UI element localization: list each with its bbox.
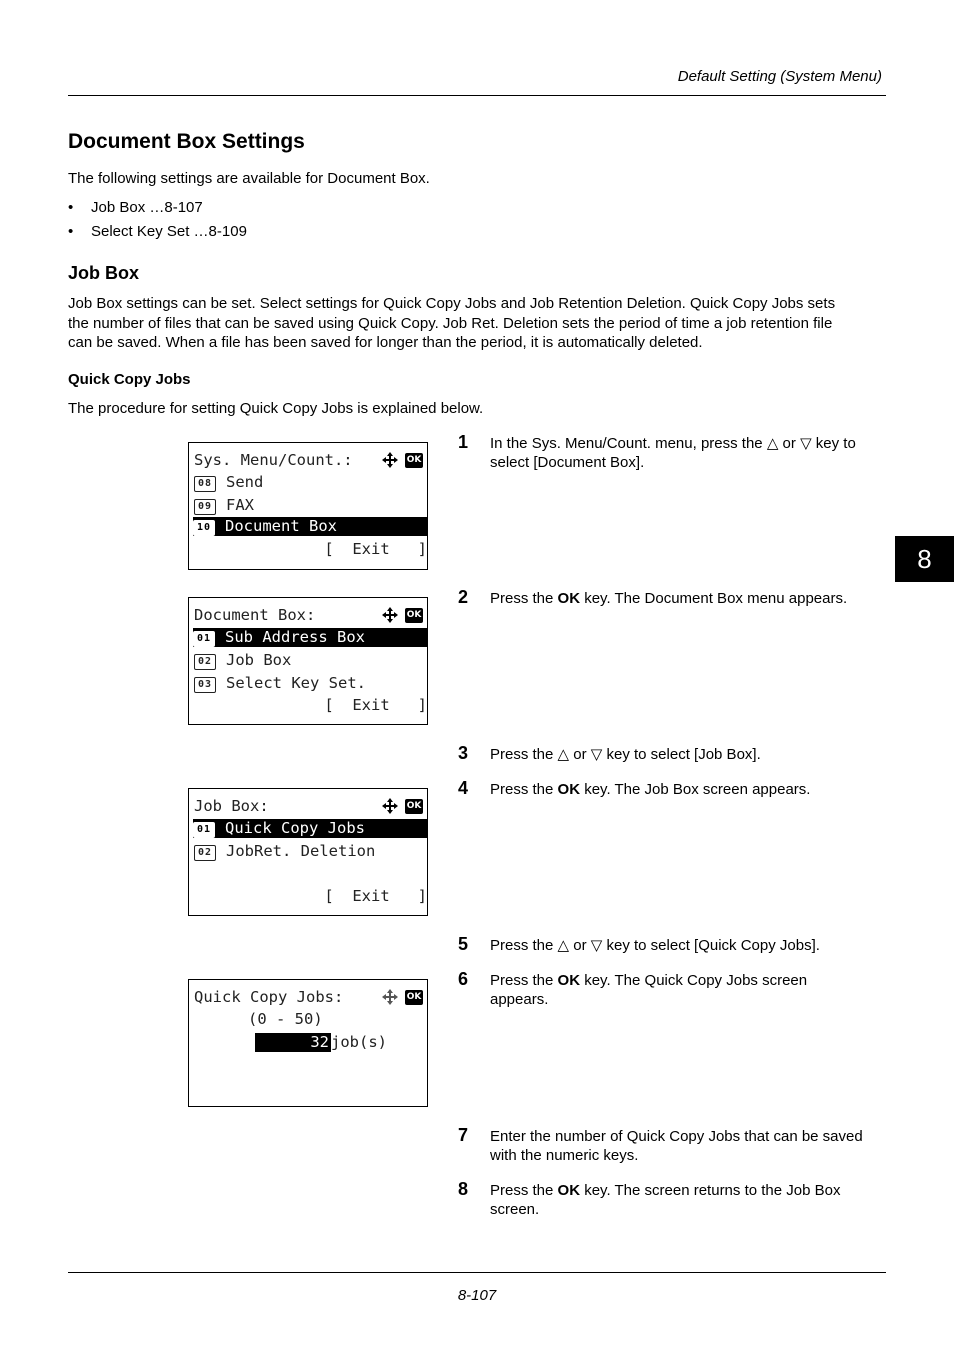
value-row [255, 1033, 427, 1052]
menu-item-label: Document Box [225, 517, 337, 535]
bullet-dot: • [68, 199, 74, 216]
step-text [490, 780, 886, 799]
section-title: Document Box Settings [68, 130, 305, 153]
step-text [490, 589, 886, 608]
arrow-keys-icon [381, 797, 399, 815]
ok-key-icon: OK [405, 799, 423, 814]
step-text-part: with the numeric keys. [490, 1147, 639, 1164]
item-number-icon: 01 [193, 631, 215, 647]
item-number-icon: 01 [193, 822, 215, 838]
lcd-screen-document-box [188, 597, 428, 725]
lcd-title: Quick Copy Jobs: [194, 988, 344, 1006]
step-text-part: In the Sys. Menu/Count. menu, press the [490, 435, 763, 452]
step-text-part: Press the [490, 781, 554, 798]
step-text-part: appears. [490, 991, 549, 1008]
bullet-item [68, 198, 203, 218]
footer-rule [68, 1272, 886, 1273]
procedure-intro: The procedure for setting Quick Copy Jobs is explained below. [68, 400, 484, 417]
arrow-keys-icon [381, 988, 399, 1006]
step-number: 5 [458, 934, 469, 954]
lcd-screen-job-box [188, 788, 428, 916]
item-number-icon: 03 [194, 677, 216, 693]
menu-item[interactable] [194, 651, 427, 670]
step-text-part: key. The Quick Copy Jobs screen [584, 972, 808, 989]
bullet-item [68, 222, 247, 242]
up-key-icon: △ [766, 434, 779, 452]
header-rule [68, 95, 886, 96]
menu-item-selected[interactable] [193, 628, 427, 647]
lcd-key-icons [381, 451, 423, 469]
step-number: 6 [458, 969, 469, 989]
item-number-icon: 08 [194, 476, 216, 492]
menu-item-label: Job Box [226, 651, 292, 669]
step-text-part: or [573, 937, 587, 954]
down-key-icon: ▽ [590, 936, 603, 954]
step-text-part: key. The Document Box menu appears. [584, 590, 848, 607]
step-text-part: key to select [Quick Copy Jobs]. [606, 937, 820, 954]
step-text-part: Press the [490, 746, 554, 763]
bullet-link-select-key-set[interactable]: Select Key Set …8-109 [91, 223, 247, 240]
ok-key-icon: OK [405, 453, 423, 468]
step-text-part: Press the [490, 937, 554, 954]
page-number: 8-107 [457, 1287, 497, 1304]
lcd-screen-quick-copy-jobs [188, 979, 428, 1107]
arrow-keys-icon [381, 606, 399, 624]
ok-key-label: OK [557, 781, 581, 798]
step-text-part: Press the [490, 972, 554, 989]
item-number-icon: 02 [194, 654, 216, 670]
menu-item-selected[interactable] [193, 819, 427, 838]
exit-softkey[interactable]: [ Exit ] [324, 540, 427, 558]
ok-key-icon: OK [405, 608, 423, 623]
down-key-icon: ▽ [800, 434, 812, 452]
step-text-part: or [782, 435, 796, 452]
step-text-part: key to select [Job Box]. [606, 746, 761, 763]
menu-item[interactable] [194, 674, 427, 693]
menu-item-label: Sub Address Box [225, 628, 365, 646]
up-key-icon: △ [557, 936, 570, 954]
step-text-part: Press the [490, 1182, 554, 1199]
lcd-key-icons [381, 988, 423, 1006]
lcd-screen-sys-menu [188, 442, 428, 570]
down-key-icon: ▽ [590, 745, 603, 763]
step-number: 8 [458, 1179, 469, 1199]
step-text-part: key. The screen returns to the Job Box [584, 1182, 841, 1199]
paragraph-line: the number of files that can be saved using Quick Copy. Job Ret. Deletion sets the period of time a job retention file [68, 315, 833, 332]
menu-item-label: FAX [226, 496, 254, 514]
step-text-part: or [573, 746, 587, 763]
ok-key-label: OK [557, 1182, 581, 1199]
menu-item-label: JobRet. Deletion [226, 842, 376, 860]
section-intro: The following settings are available for Document Box. [68, 170, 430, 187]
ok-key-label: OK [557, 590, 581, 607]
step-text-part: screen. [490, 1201, 540, 1218]
step-text [490, 1127, 886, 1165]
lcd-key-icons [381, 606, 423, 624]
item-number-icon: 09 [194, 499, 216, 515]
procedure-title: Quick Copy Jobs [68, 371, 191, 388]
menu-item[interactable] [194, 496, 427, 515]
menu-item-label: Select Key Set. [226, 674, 366, 692]
paragraph-line: can be saved. When a file has been saved for longer than the period, it is automatically deleted. [68, 334, 703, 351]
value-range: (0 - 50) [248, 1010, 323, 1028]
paragraph-line: Job Box settings can be set. Select settings for Quick Copy Jobs and Job Retention Deletion. Quick Copy Jobs sets [68, 295, 836, 312]
exit-softkey[interactable]: [ Exit ] [324, 696, 427, 714]
subsection-title: Job Box [68, 263, 140, 283]
arrow-keys-icon [381, 451, 399, 469]
step-number: 4 [458, 778, 469, 798]
chapter-tab[interactable]: 8 [895, 536, 954, 582]
step-number: 3 [458, 743, 469, 763]
menu-item[interactable] [194, 473, 427, 492]
menu-item[interactable] [194, 842, 427, 861]
item-number-icon: 10 [193, 520, 215, 536]
ok-key-icon: OK [405, 990, 423, 1005]
step-text [490, 434, 886, 472]
menu-item-label: Quick Copy Jobs [225, 819, 365, 837]
step-text-part: Enter the number of Quick Copy Jobs that can be saved [490, 1128, 863, 1145]
lcd-key-icons [381, 797, 423, 815]
menu-item-selected[interactable] [193, 517, 427, 536]
step-text-part: key. The Job Box screen appears. [584, 781, 811, 798]
step-text [490, 936, 886, 955]
step-number: 1 [458, 432, 469, 452]
ok-key-label: OK [557, 972, 581, 989]
step-number: 7 [458, 1125, 469, 1145]
step-text [490, 971, 886, 1009]
bullet-link-job-box[interactable]: Job Box …8-107 [91, 199, 203, 216]
step-text [490, 1181, 886, 1219]
exit-softkey[interactable]: [ Exit ] [324, 887, 427, 905]
bullet-dot: • [68, 223, 74, 240]
lcd-title: Document Box: [194, 606, 316, 624]
up-key-icon: △ [557, 745, 570, 763]
menu-item-label: Send [226, 473, 264, 491]
lcd-title: Sys. Menu/Count.: [194, 451, 353, 469]
step-number: 2 [458, 587, 469, 607]
step-text [490, 745, 886, 764]
running-header: Default Setting (System Menu) [677, 68, 882, 85]
value-unit: job(s) [331, 1033, 387, 1051]
item-number-icon: 02 [194, 845, 216, 861]
lcd-title: Job Box: [194, 797, 269, 815]
step-text-part: select [Document Box]. [490, 454, 645, 471]
step-text-part: Press the [490, 590, 554, 607]
value-input[interactable]: 32 [255, 1033, 331, 1052]
step-text-part: key to [815, 435, 856, 452]
